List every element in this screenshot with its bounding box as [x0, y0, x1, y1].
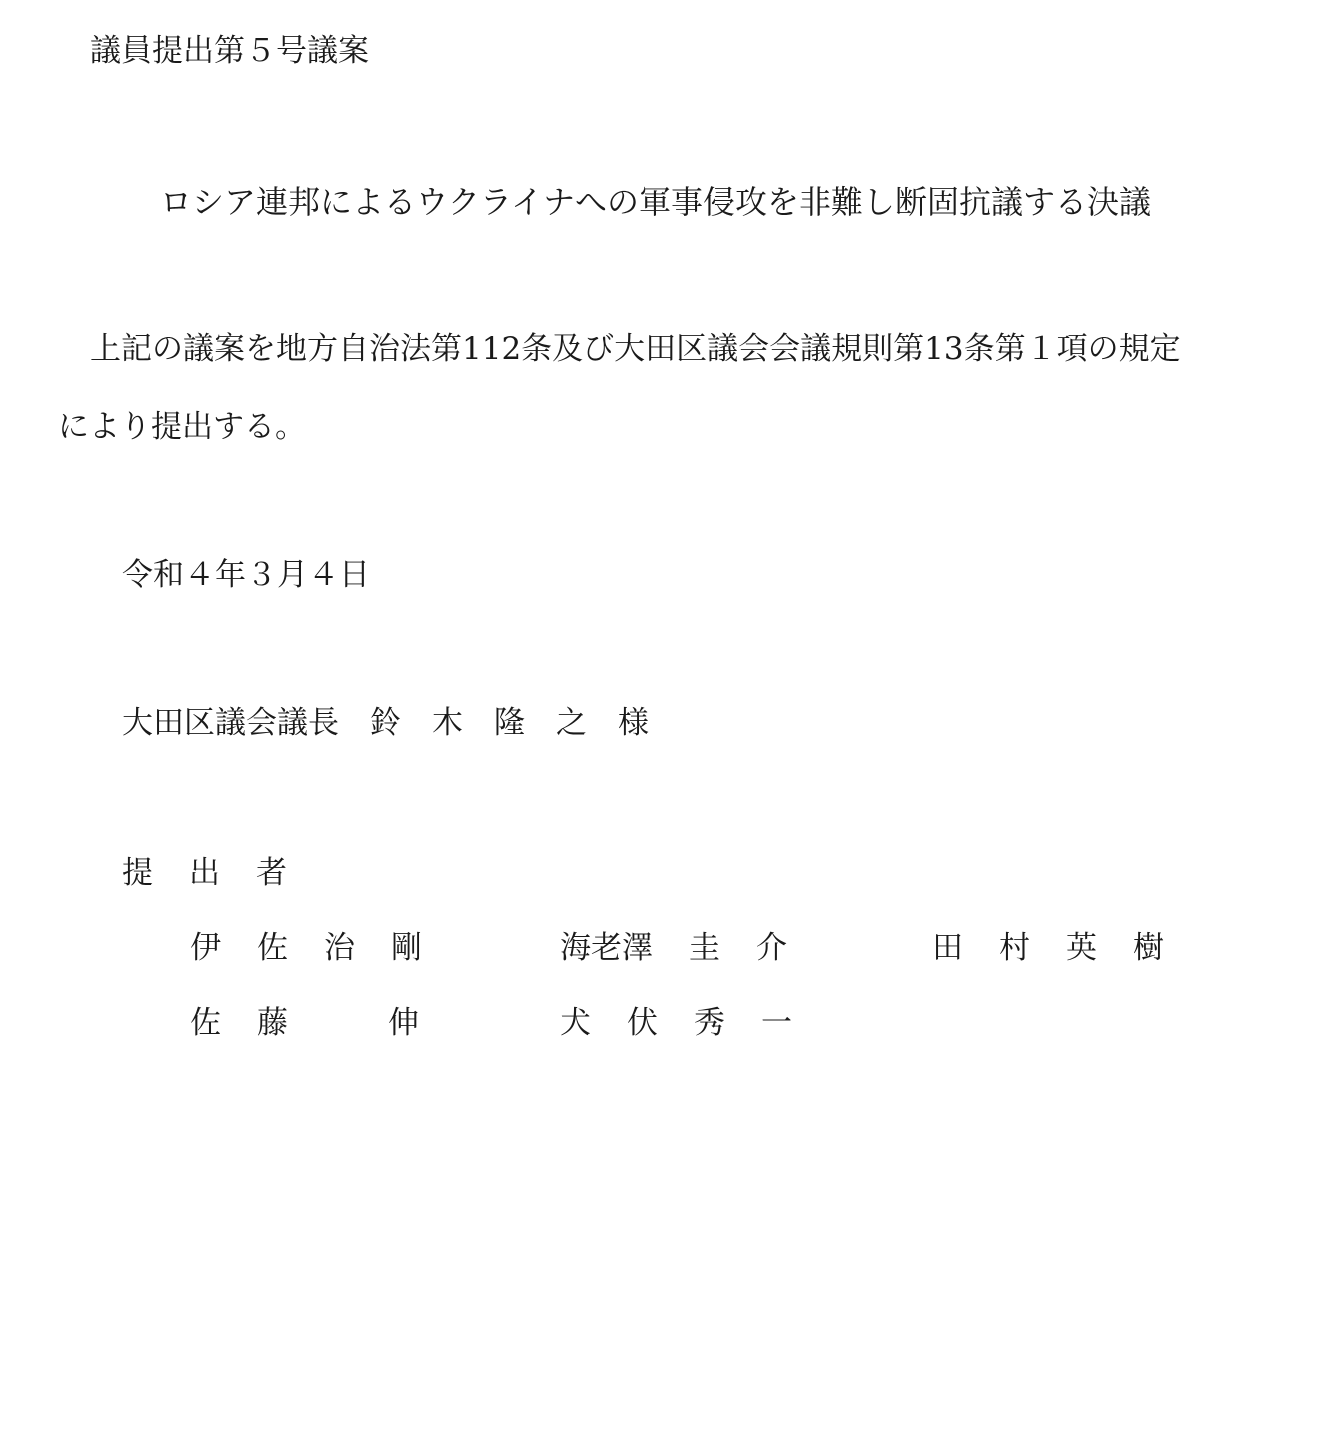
submitter-surname: 佐藤 [190, 1005, 324, 1041]
body-text-line-2: により提出する。 [58, 409, 306, 445]
bill-number: 議員提出第５号議案 [90, 33, 369, 69]
body-text-line-1: 上記の議案を地方自治法第112条及び大田区議会会議規則第13条第１項の規定 [90, 331, 1181, 367]
addressee: 大田区議会議長 鈴 木 隆 之 様 [122, 705, 649, 741]
resolution-title: ロシア連邦によるウクライナへの軍事侵攻を非難し断固抗議する決議 [160, 183, 1152, 221]
document-date: 令和４年３月４日 [122, 557, 370, 593]
submitter-given-name: 圭介 [689, 930, 823, 966]
submitter-name: 犬伏秀一 [560, 1005, 828, 1041]
submitter-name [190, 1005, 419, 1041]
submitter-name [560, 930, 823, 966]
submitter-name: 田村英樹 [932, 930, 1200, 966]
submitter-surname: 海老澤 [560, 930, 653, 966]
submitter-name: 伊佐治剛 [190, 930, 458, 966]
submitter-label: 提出者 [122, 855, 323, 891]
submitter-given-name: 伸 [388, 1005, 419, 1041]
